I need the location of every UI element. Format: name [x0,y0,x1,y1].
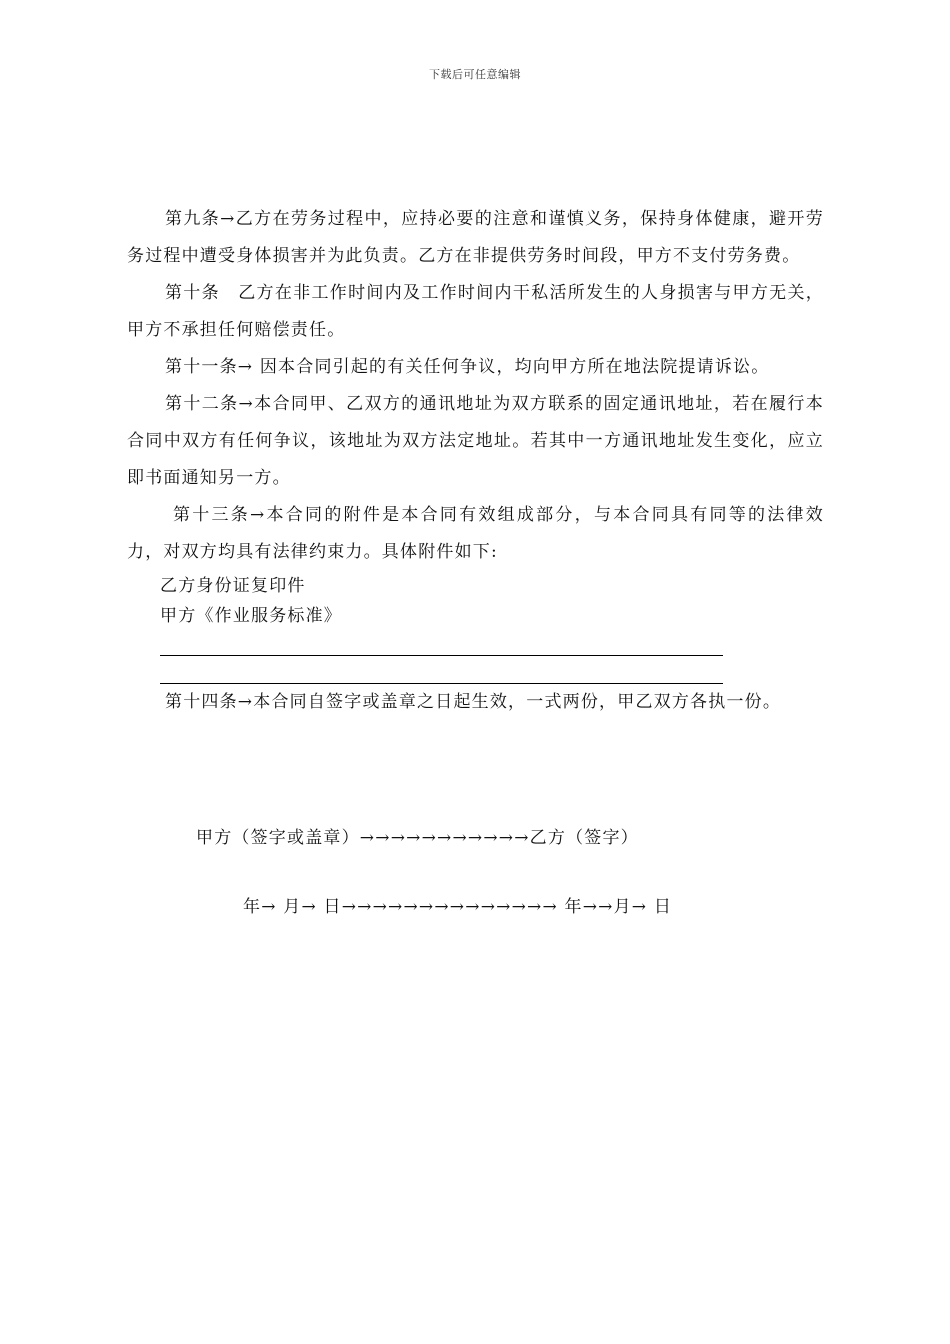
article-13: 第十三条→本合同的附件是本合同有效组成部分，与本合同具有同等的法律效力，对双方均具有法律约束力。具体附件如下: [127,505,824,562]
contract-body [127,201,824,721]
article-10: 第十条 乙方在非工作时间内及工作时间内干私活所发生的人身损害与甲方无关，甲方不承担任何赔偿责任。 [127,283,824,340]
attachment-item: 甲方《作业服务标准》 [160,606,342,626]
article-11: 第十一条→ 因本合同引起的有关任何争议，均向甲方所在地法院提请诉讼。 [165,357,770,377]
signature-date-line: 年→ 月→ 日→→→→→→→→→→→→→→ 年→→月→ 日 [243,897,673,917]
blank-fill-line [160,655,723,656]
article-9: 第九条→乙方在劳务过程中，应持必要的注意和谨慎义务，保持身体健康，避开劳务过程中遭受身体损害并为此负责。乙方在非提供劳务时间段，甲方不支付劳务费。 [127,209,824,266]
article-12: 第十二条→本合同甲、乙双方的通讯地址为双方联系的固定通讯地址，若在履行本合同中双方有任何争议，该地址为双方法定地址。若其中一方通讯地址发生变化，应立即书面通知另一方。 [127,394,824,488]
signature-parties-line: 甲方（签字或盖章）→→→→→→→→→→→乙方（签字） [196,828,639,848]
attachment-list [127,571,824,631]
page-header-note: 下载后可任意编辑 [429,68,521,81]
attachment-item: 乙方身份证复印件 [160,576,306,596]
article-14: 第十四条→本合同自签字或盖章之日起生效，一式两份，甲乙双方各执一份。 [165,692,782,712]
